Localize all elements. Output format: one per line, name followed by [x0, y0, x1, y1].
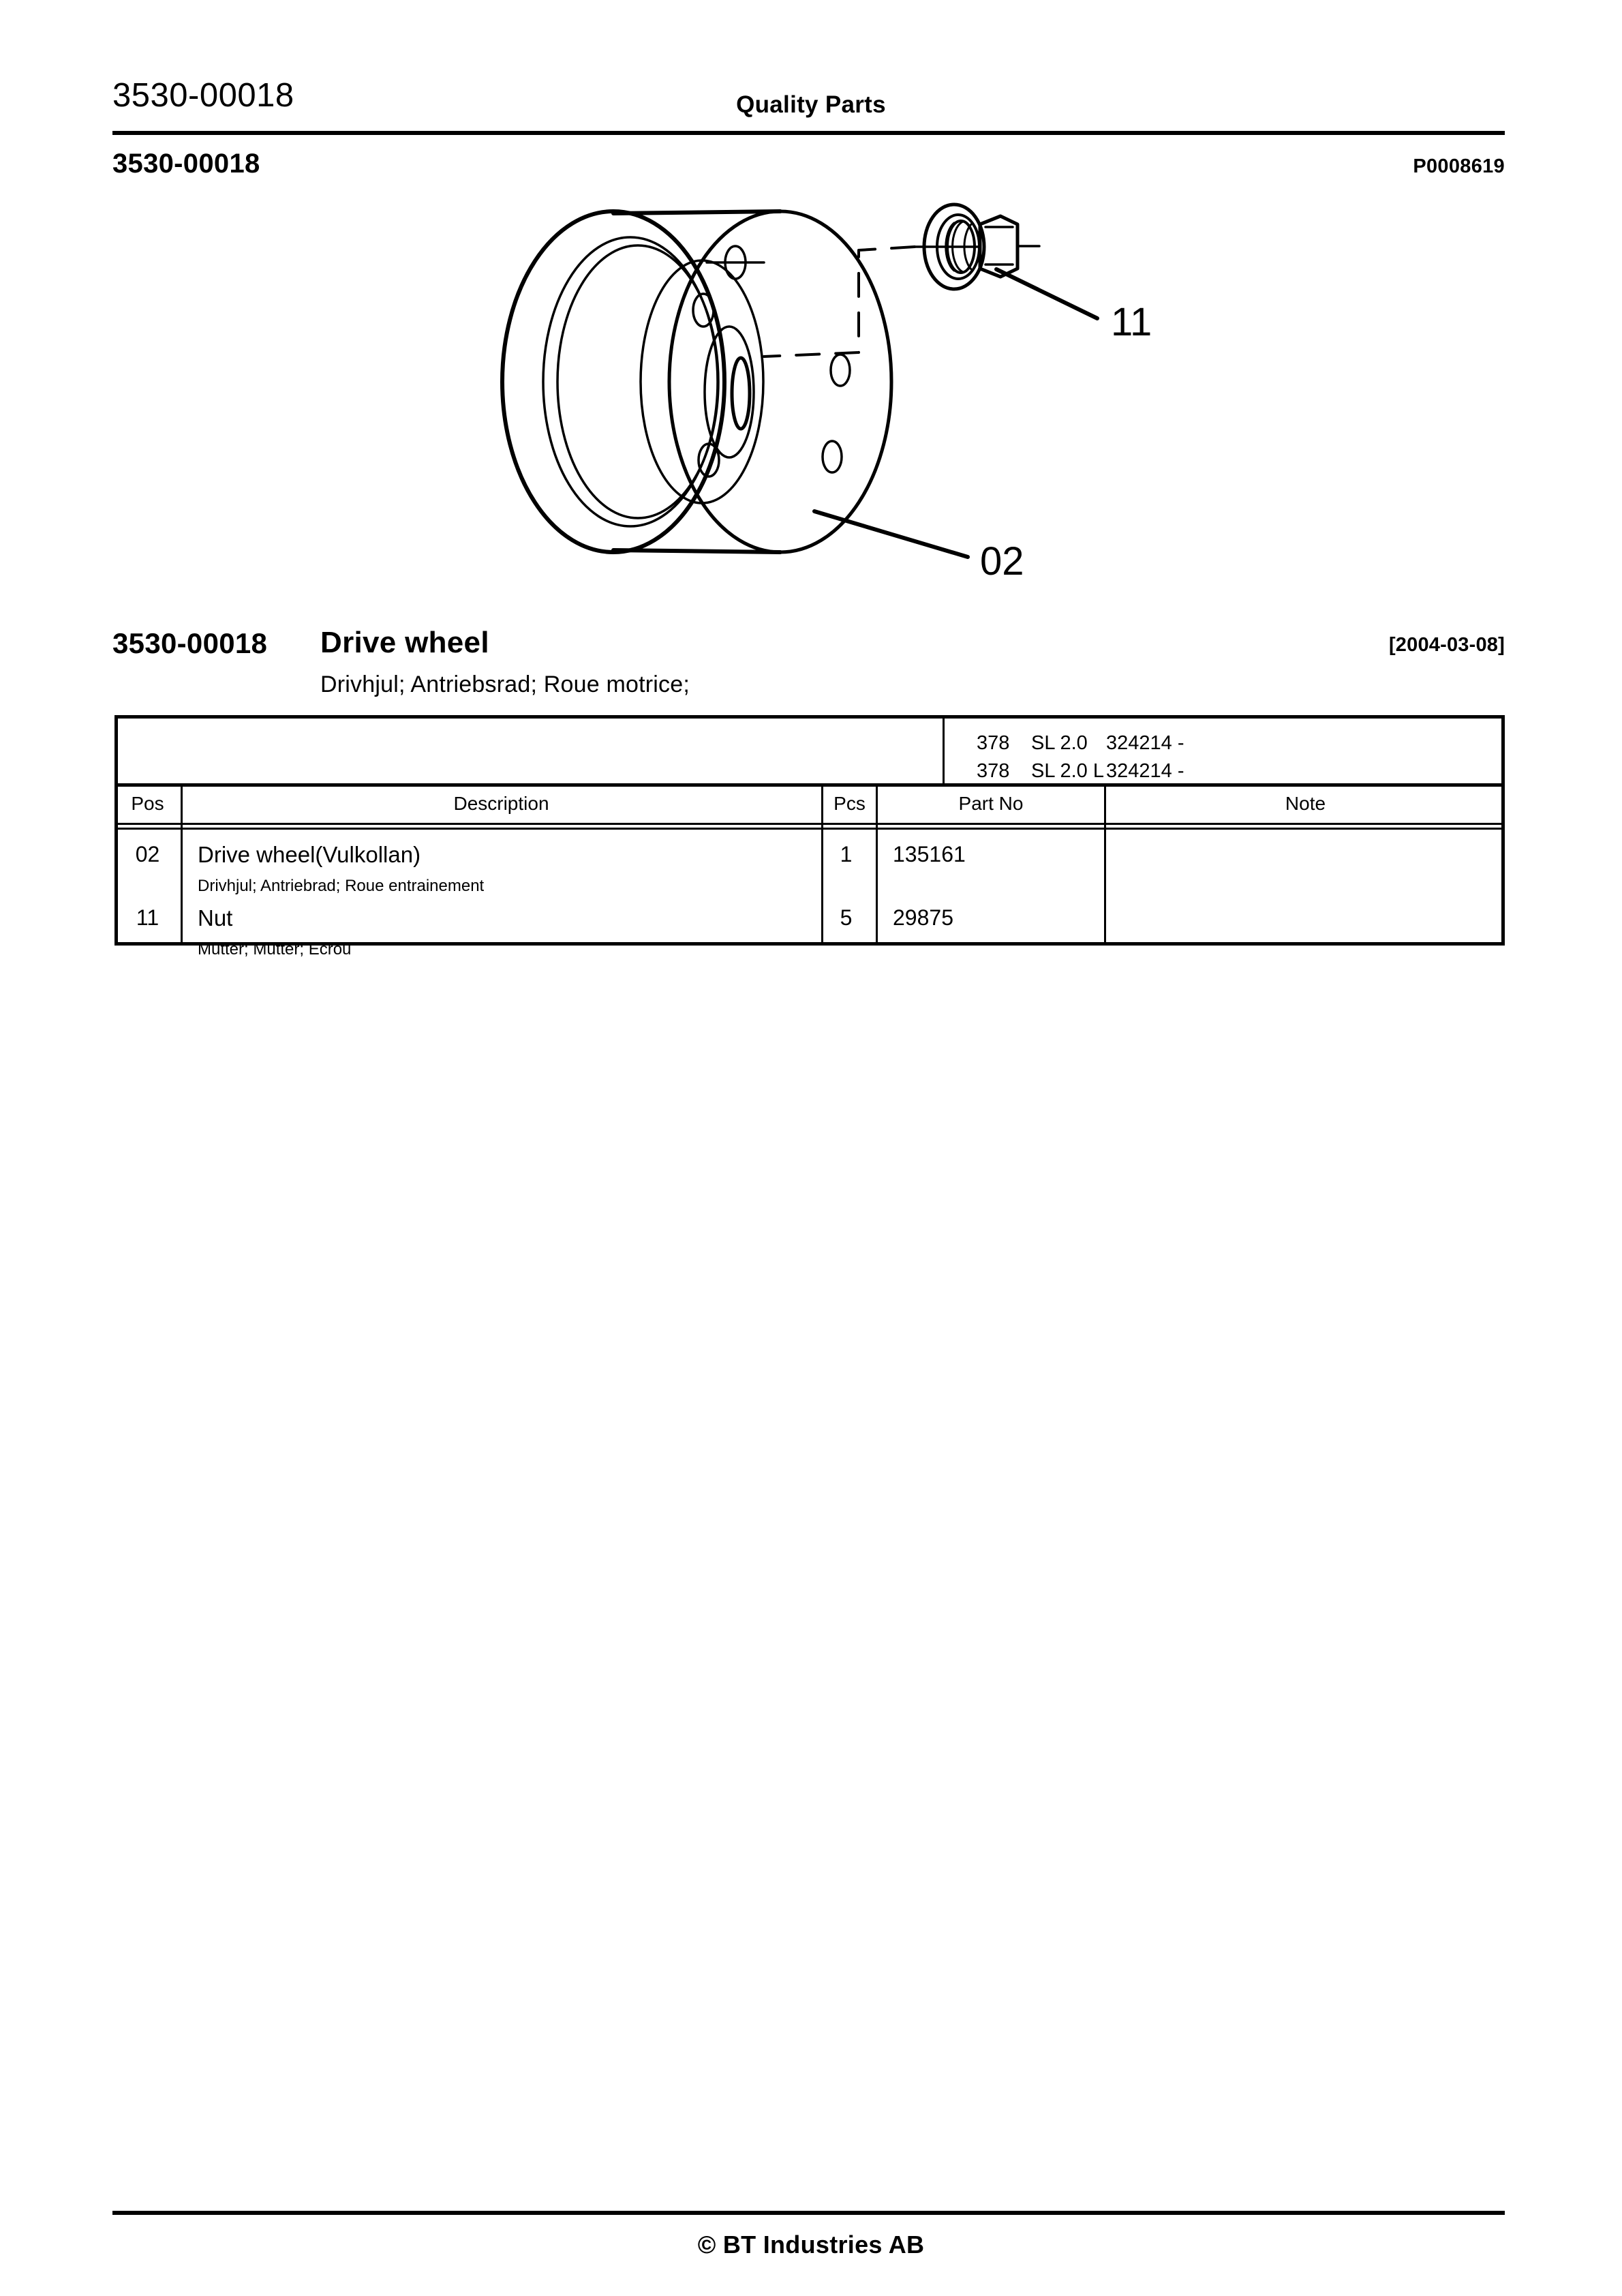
wheel-tread-top	[613, 211, 780, 213]
column-header-description: Description	[453, 793, 549, 814]
callout-label-11: 11	[1111, 300, 1152, 344]
leader-line-11	[996, 269, 1097, 318]
header-separator-upper	[114, 823, 1505, 825]
table-row-pos: 11	[136, 905, 159, 930]
wheel-tread-bottom	[613, 550, 780, 552]
wheel-center-bore	[732, 358, 750, 429]
variant-serial-1: 324214 -	[1106, 760, 1184, 782]
header-separator-lower	[114, 828, 1505, 830]
header-document-number: 3530-00018	[112, 77, 294, 114]
leader-line-02	[814, 511, 968, 557]
variant-name-0: SL 2.0	[1031, 732, 1088, 754]
parts-table	[114, 715, 1505, 958]
variant-name-1: SL 2.0 L	[1031, 760, 1104, 782]
table-row-pcs: 5	[840, 905, 853, 930]
table-row-translations: Mutter; Mutter; Ecrou	[198, 940, 352, 958]
table-row-part-no: 29875	[893, 905, 953, 930]
variants-column-divider	[943, 715, 945, 783]
section-number: 3530-00018	[112, 149, 260, 179]
footer-rule	[112, 2211, 1505, 2215]
wheel-hub-boss	[705, 327, 754, 457]
column-header-note: Note	[1285, 793, 1326, 814]
wheel-bolt-hole-hub-top	[693, 294, 714, 327]
part-group-translations: Drivhjul; Antriebsrad; Roue motrice;	[320, 671, 690, 697]
variants-separator	[114, 783, 1505, 787]
column-header-pos: Pos	[131, 793, 164, 814]
parts-table-border	[114, 715, 1505, 946]
column-header-part-no: Part No	[958, 793, 1024, 814]
figure-code: P0008619	[1413, 155, 1505, 177]
table-row-translations: Drivhjul; Antriebrad; Roue entrainement	[198, 877, 485, 895]
variant-model-1: 378	[977, 760, 1010, 782]
header-rule	[112, 131, 1505, 135]
footer-copyright: © BT Industries AB	[697, 2231, 925, 2259]
wheel-rear-face	[669, 211, 891, 552]
part-group-number: 3530-00018	[112, 627, 268, 659]
table-row-pos: 02	[135, 842, 160, 866]
table-row-part-no: 135161	[893, 842, 966, 866]
part-group-date: [2004-03-08]	[1388, 634, 1505, 656]
exploded-assembly-drawing	[409, 174, 1227, 610]
assembly-path-dashed	[764, 247, 915, 357]
wheel-bolt-hole-rear-mid	[831, 354, 850, 386]
callout-label-02: 02	[980, 539, 1024, 584]
table-row-description: Drive wheel(Vulkollan)	[198, 842, 421, 867]
wheel-bolt-hole-rear-bottom	[823, 441, 842, 472]
table-row-pcs: 1	[840, 842, 853, 866]
wheel-rim-ring-inner	[557, 245, 718, 518]
table-row-description: Nut	[198, 905, 233, 931]
variant-serial-0: 324214 -	[1106, 732, 1184, 754]
variant-model-0: 378	[977, 732, 1010, 754]
part-group-name: Drive wheel	[320, 626, 489, 659]
header-title: Quality Parts	[736, 91, 886, 118]
column-header-pcs: Pcs	[833, 793, 866, 814]
